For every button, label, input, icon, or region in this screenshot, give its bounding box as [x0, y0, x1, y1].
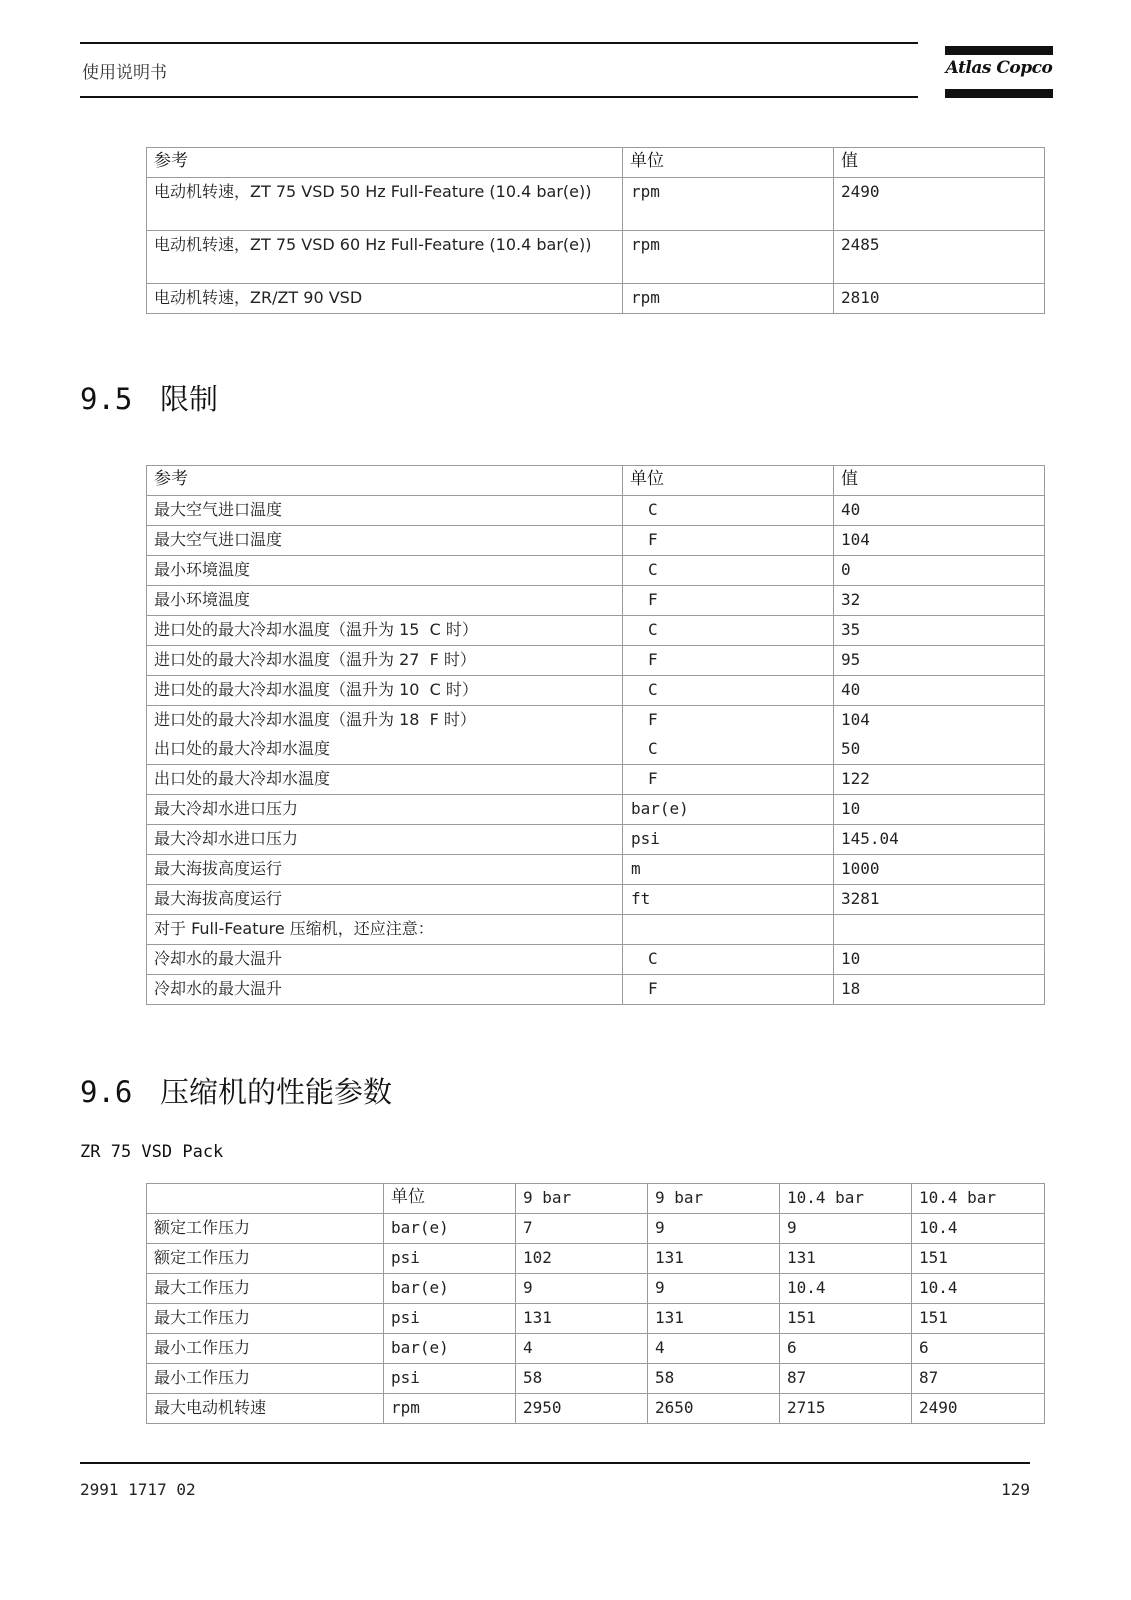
performance-table [146, 1183, 1045, 1424]
table-row [147, 586, 1045, 616]
value-cell: 6 [912, 1334, 1045, 1364]
reference-cell: 出口处的最大冷却水温度 [147, 735, 623, 765]
table-row [147, 231, 1045, 284]
table-header-row [147, 148, 1045, 178]
reference-cell: 冷却水的最大温升 [147, 975, 623, 1005]
value-cell: 9 [648, 1214, 780, 1244]
value-cell: 2810 [834, 284, 1045, 314]
table-row [147, 945, 1045, 975]
header-cell: 9 bar [516, 1184, 648, 1214]
unit-cell: C [623, 676, 834, 706]
reference-cell: 进口处的最大冷却水温度（温升为 15 C 时） [147, 616, 623, 646]
unit-cell: rpm [623, 178, 834, 231]
value-cell: 2950 [516, 1394, 648, 1424]
header-cell: 10.4 bar [780, 1184, 912, 1214]
table-row [147, 676, 1045, 706]
value-cell: 50 [834, 735, 1045, 765]
table-row [147, 1244, 1045, 1274]
header-cell: 单位 [623, 148, 834, 178]
unit-cell: bar(e) [384, 1274, 516, 1304]
parameter-cell: 最大工作压力 [147, 1274, 384, 1304]
value-cell: 10 [834, 795, 1045, 825]
value-cell [834, 915, 1045, 945]
table-row [147, 616, 1045, 646]
section-title: 压缩机的性能参数 [160, 1075, 393, 1109]
parameter-cell: 最大工作压力 [147, 1304, 384, 1334]
limits-table [146, 465, 1045, 1005]
unit-cell [623, 915, 834, 945]
value-cell: 32 [834, 586, 1045, 616]
table-row [147, 975, 1045, 1005]
unit-cell: bar(e) [384, 1214, 516, 1244]
unit-cell: F [623, 526, 834, 556]
unit-cell: bar(e) [384, 1334, 516, 1364]
value-cell: 151 [912, 1244, 1045, 1274]
reference-cell: 最小环境温度 [147, 556, 623, 586]
unit-cell: F [623, 975, 834, 1005]
header-bottom-rule [80, 96, 918, 98]
reference-cell: 电动机转速，ZT 75 VSD 50 Hz Full-Feature (10.4 bar(e)) [147, 178, 623, 231]
table-row [147, 526, 1045, 556]
value-cell: 35 [834, 616, 1045, 646]
value-cell: 10.4 [912, 1214, 1045, 1244]
value-cell: 10.4 [912, 1274, 1045, 1304]
value-cell: 10.4 [780, 1274, 912, 1304]
reference-cell: 冷却水的最大温升 [147, 945, 623, 975]
table-row [147, 1394, 1045, 1424]
value-cell: 18 [834, 975, 1045, 1005]
header-top-rule [80, 42, 918, 44]
value-cell: 2490 [912, 1394, 1045, 1424]
reference-cell: 电动机转速，ZR/ZT 90 VSD [147, 284, 623, 314]
unit-cell: F [623, 586, 834, 616]
value-cell: 40 [834, 496, 1045, 526]
unit-cell: rpm [623, 284, 834, 314]
table-row [147, 735, 1045, 765]
value-cell: 87 [912, 1364, 1045, 1394]
table-row [147, 646, 1045, 676]
unit-cell: m [623, 855, 834, 885]
reference-cell: 最大空气进口温度 [147, 526, 623, 556]
reference-cell: 进口处的最大冷却水温度（温升为 18 F 时） [147, 706, 623, 736]
header-cell [147, 1184, 384, 1214]
unit-cell: C [623, 556, 834, 586]
unit-cell: psi [384, 1244, 516, 1274]
value-cell: 4 [516, 1334, 648, 1364]
reference-cell: 最大海拔高度运行 [147, 885, 623, 915]
table-row [147, 1334, 1045, 1364]
manual-title: 使用说明书 [82, 63, 167, 83]
value-cell: 10 [834, 945, 1045, 975]
value-cell: 9 [516, 1274, 648, 1304]
model-subheading: ZR 75 VSD Pack [80, 1142, 224, 1162]
table-row [147, 496, 1045, 526]
header-cell: 参考 [147, 466, 623, 496]
value-cell: 9 [648, 1274, 780, 1304]
value-cell: 2490 [834, 178, 1045, 231]
header-cell: 参考 [147, 148, 623, 178]
header-cell: 值 [834, 466, 1045, 496]
reference-cell: 进口处的最大冷却水温度（温升为 27 F 时） [147, 646, 623, 676]
reference-cell: 最小环境温度 [147, 586, 623, 616]
table-row [147, 855, 1045, 885]
table-row [147, 795, 1045, 825]
table-row [147, 915, 1045, 945]
reference-cell: 最大空气进口温度 [147, 496, 623, 526]
section-heading-limits [80, 377, 218, 418]
unit-cell: F [623, 706, 834, 736]
value-cell: 87 [780, 1364, 912, 1394]
value-cell: 104 [834, 706, 1045, 736]
section-heading-performance [80, 1070, 392, 1111]
value-cell: 131 [780, 1244, 912, 1274]
table-row [147, 825, 1045, 855]
parameter-cell: 最小工作压力 [147, 1364, 384, 1394]
reference-cell: 对于 Full-Feature 压缩机，还应注意： [147, 915, 623, 945]
unit-cell: psi [384, 1304, 516, 1334]
unit-cell: F [623, 765, 834, 795]
value-cell: 4 [648, 1334, 780, 1364]
table-row [147, 1304, 1045, 1334]
table-row [147, 1274, 1045, 1304]
value-cell: 145.04 [834, 825, 1045, 855]
value-cell: 131 [648, 1304, 780, 1334]
atlas-copco-logo [945, 46, 1053, 100]
unit-cell: psi [384, 1364, 516, 1394]
unit-cell: C [623, 945, 834, 975]
value-cell: 131 [516, 1304, 648, 1334]
reference-cell: 最大海拔高度运行 [147, 855, 623, 885]
value-cell: 58 [516, 1364, 648, 1394]
value-cell: 1000 [834, 855, 1045, 885]
table-row [147, 556, 1045, 586]
logo-top-bar [945, 46, 1053, 55]
page-number: 129 [1001, 1480, 1030, 1499]
reference-cell: 最大冷却水进口压力 [147, 825, 623, 855]
value-cell: 7 [516, 1214, 648, 1244]
motor-speed-table [146, 147, 1045, 314]
unit-cell: F [623, 646, 834, 676]
value-cell: 95 [834, 646, 1045, 676]
parameter-cell: 额定工作压力 [147, 1244, 384, 1274]
table-row [147, 1364, 1045, 1394]
value-cell: 131 [648, 1244, 780, 1274]
unit-cell: ft [623, 885, 834, 915]
reference-cell: 电动机转速，ZT 75 VSD 60 Hz Full-Feature (10.4 bar(e)) [147, 231, 623, 284]
parameter-cell: 额定工作压力 [147, 1214, 384, 1244]
section-number: 9.5 [80, 382, 133, 416]
value-cell: 151 [912, 1304, 1045, 1334]
unit-cell: rpm [384, 1394, 516, 1424]
value-cell: 104 [834, 526, 1045, 556]
header-cell: 9 bar [648, 1184, 780, 1214]
value-cell: 122 [834, 765, 1045, 795]
value-cell: 151 [780, 1304, 912, 1334]
value-cell: 2650 [648, 1394, 780, 1424]
value-cell: 3281 [834, 885, 1045, 915]
value-cell: 40 [834, 676, 1045, 706]
unit-cell: bar(e) [623, 795, 834, 825]
table-row [147, 1214, 1045, 1244]
header-cell: 单位 [623, 466, 834, 496]
section-number: 9.6 [80, 1075, 133, 1109]
value-cell: 0 [834, 556, 1045, 586]
footer-rule [80, 1462, 1030, 1464]
reference-cell: 最大冷却水进口压力 [147, 795, 623, 825]
table-row [147, 178, 1045, 231]
parameter-cell: 最大电动机转速 [147, 1394, 384, 1424]
value-cell: 6 [780, 1334, 912, 1364]
reference-cell: 出口处的最大冷却水温度 [147, 765, 623, 795]
value-cell: 2715 [780, 1394, 912, 1424]
value-cell: 2485 [834, 231, 1045, 284]
document-number: 2991 1717 02 [80, 1480, 196, 1499]
reference-cell: 进口处的最大冷却水温度（温升为 10 C 时） [147, 676, 623, 706]
unit-cell: rpm [623, 231, 834, 284]
section-title: 限制 [160, 382, 219, 416]
unit-cell: C [623, 496, 834, 526]
value-cell: 102 [516, 1244, 648, 1274]
logo-text: Atlas Copco [945, 58, 1053, 78]
table-row [147, 706, 1045, 736]
header-cell: 10.4 bar [912, 1184, 1045, 1214]
unit-cell: psi [623, 825, 834, 855]
table-header-row [147, 466, 1045, 496]
table-row [147, 885, 1045, 915]
logo-bottom-bar [945, 89, 1053, 98]
header-cell: 值 [834, 148, 1045, 178]
header-cell: 单位 [384, 1184, 516, 1214]
unit-cell: C [623, 616, 834, 646]
table-row [147, 765, 1045, 795]
value-cell: 58 [648, 1364, 780, 1394]
parameter-cell: 最小工作压力 [147, 1334, 384, 1364]
table-row [147, 284, 1045, 314]
unit-cell: C [623, 735, 834, 765]
value-cell: 9 [780, 1214, 912, 1244]
table-header-row [147, 1184, 1045, 1214]
